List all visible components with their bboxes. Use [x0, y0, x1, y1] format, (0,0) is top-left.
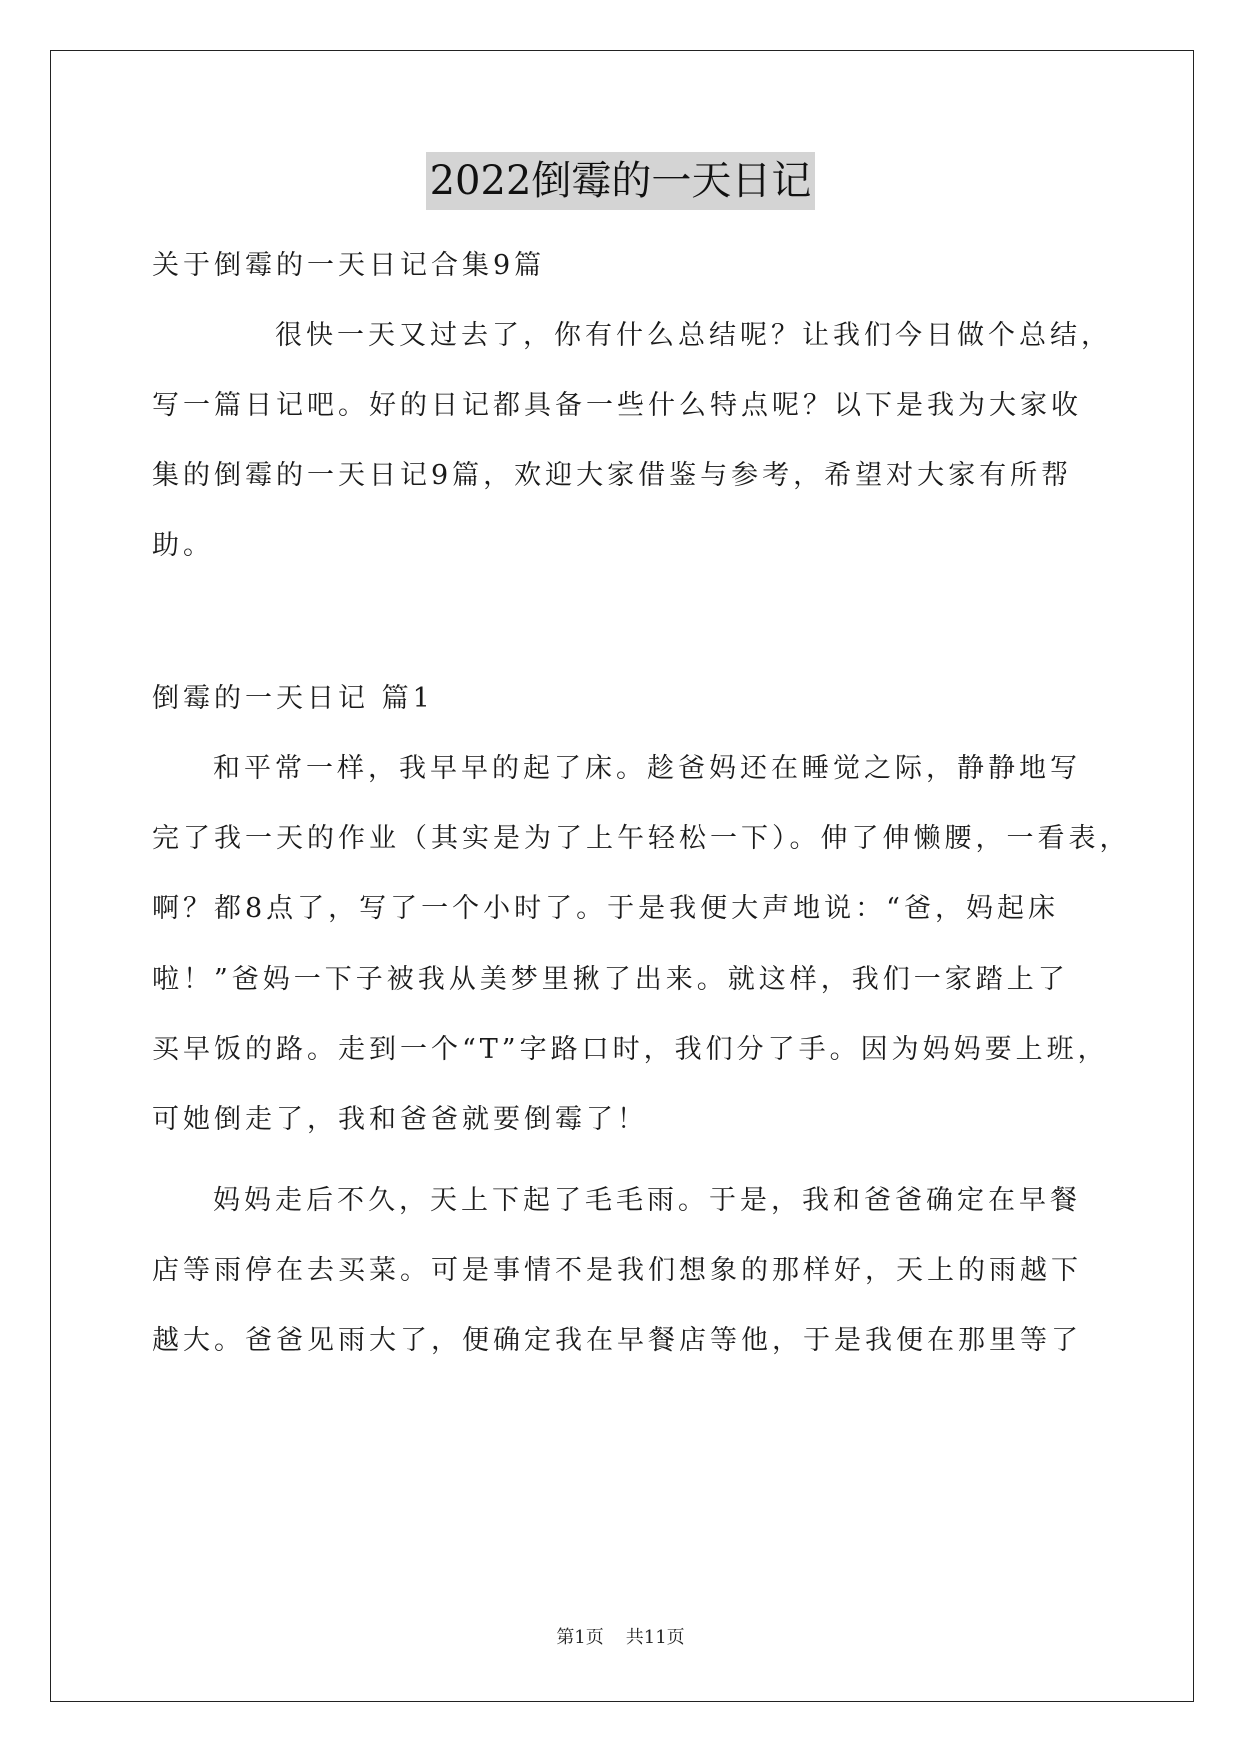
intro-line: 写一篇日记吧。好的日记都具备一些什么特点呢？以下是我为大家收	[152, 390, 1082, 421]
intro-line: 集的倒霉的一天日记9篇，欢迎大家借鉴与参考，希望对大家有所帮	[152, 460, 1073, 491]
intro-line: 很快一天又过去了，你有什么总结呢？让我们今日做个总结，	[275, 320, 1112, 351]
title-wrap	[0, 152, 1241, 210]
body-line: 可她倒走了，我和爸爸就要倒霉了！	[152, 1104, 648, 1135]
page-number: 第1页	[556, 1627, 604, 1648]
body-line: 妈妈走后不久，天上下起了毛毛雨。于是，我和爸爸确定在早餐	[213, 1185, 1081, 1216]
body-line: 越大。爸爸见雨大了，便确定我在早餐店等他，于是我便在那里等了	[152, 1325, 1082, 1356]
body-line: 啦！”爸妈一下子被我从美梦里揪了出来。就这样，我们一家踏上了	[152, 964, 1069, 995]
page-total: 共11页	[625, 1627, 685, 1648]
page-border	[50, 50, 1194, 1702]
body-line: 完了我一天的作业（其实是为了上午轻松一下）。伸了伸懒腰，一看表，	[152, 823, 1131, 854]
body-line: 买早饭的路。走到一个“T”字路口时，我们分了手。因为妈妈要上班，	[152, 1034, 1109, 1065]
page-footer	[0, 1625, 1241, 1651]
document-title: 2022倒霉的一天日记	[426, 152, 816, 210]
section-heading: 倒霉的一天日记 篇1	[152, 683, 434, 714]
body-line: 啊？都8点了，写了一个小时了。于是我便大声地说：“爸，妈起床	[152, 893, 1059, 924]
body-line: 店等雨停在去买菜。可是事情不是我们想象的那样好，天上的雨越下	[152, 1255, 1082, 1286]
intro-line: 助。	[152, 530, 214, 561]
document-subtitle: 关于倒霉的一天日记合集9篇	[152, 250, 546, 281]
body-line: 和平常一样，我早早的起了床。趁爸妈还在睡觉之际，静静地写	[213, 753, 1081, 784]
